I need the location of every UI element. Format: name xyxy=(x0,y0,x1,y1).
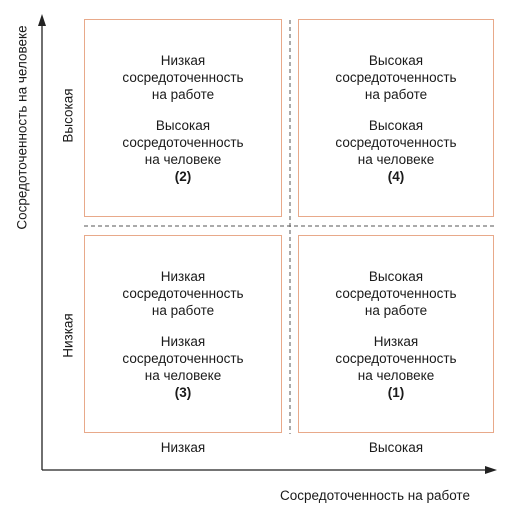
q4-person-line-3: на человеке xyxy=(357,151,435,167)
q3-person-line-1: Низкая xyxy=(160,333,206,349)
q1-person-line-3: на человеке xyxy=(357,367,435,383)
q4-work-line-2: сосредоточенность xyxy=(335,69,457,85)
y-axis-title: Сосредоточенность на человеке xyxy=(14,25,30,230)
q4-work-line-1: Высокая xyxy=(368,52,424,68)
q1-work-line-3: на работе xyxy=(364,302,428,318)
quadrant-1 xyxy=(298,235,494,433)
q1-work-line-1: Высокая xyxy=(368,268,424,284)
y-axis-high-label: Высокая xyxy=(60,88,76,143)
y-axis-low-label: Низкая xyxy=(60,313,76,358)
q4-person-line-2: сосредоточенность xyxy=(335,134,457,150)
q2-work-line-1: Низкая xyxy=(160,52,206,68)
q4-person-line-1: Высокая xyxy=(368,117,424,133)
quadrant-2 xyxy=(84,19,282,217)
q2-number: (2) xyxy=(174,168,192,184)
q2-work-line-2: сосредоточенность xyxy=(122,69,244,85)
q1-person-line-1: Низкая xyxy=(373,333,419,349)
q1-number: (1) xyxy=(387,384,405,400)
q2-work-line-3: на работе xyxy=(151,86,215,102)
q1-person-line-2: сосредоточенность xyxy=(335,350,457,366)
q1-work-line-2: сосредоточенность xyxy=(335,285,457,301)
q3-work-line-3: на работе xyxy=(151,302,215,318)
q3-work-line-2: сосредоточенность xyxy=(122,285,244,301)
y-axis-arrow-icon xyxy=(38,14,46,26)
q3-person-line-2: сосредоточенность xyxy=(122,350,244,366)
x-axis-low-label: Низкая xyxy=(160,440,206,455)
q4-number: (4) xyxy=(387,168,405,184)
q2-person-line-3: на человеке xyxy=(144,151,222,167)
x-axis-high-label: Высокая xyxy=(368,440,424,455)
x-axis-arrow-icon xyxy=(485,466,497,474)
q2-person-line-2: сосредоточенность xyxy=(122,134,244,150)
q4-work-line-3: на работе xyxy=(364,86,428,102)
q3-person-line-3: на человеке xyxy=(144,367,222,383)
x-axis-title: Сосредоточенность на работе xyxy=(280,488,470,503)
quadrant-3 xyxy=(84,235,282,433)
q3-number: (3) xyxy=(174,384,192,400)
q3-work-line-1: Низкая xyxy=(160,268,206,284)
quadrant-4 xyxy=(298,19,494,217)
q2-person-line-1: Высокая xyxy=(155,117,211,133)
